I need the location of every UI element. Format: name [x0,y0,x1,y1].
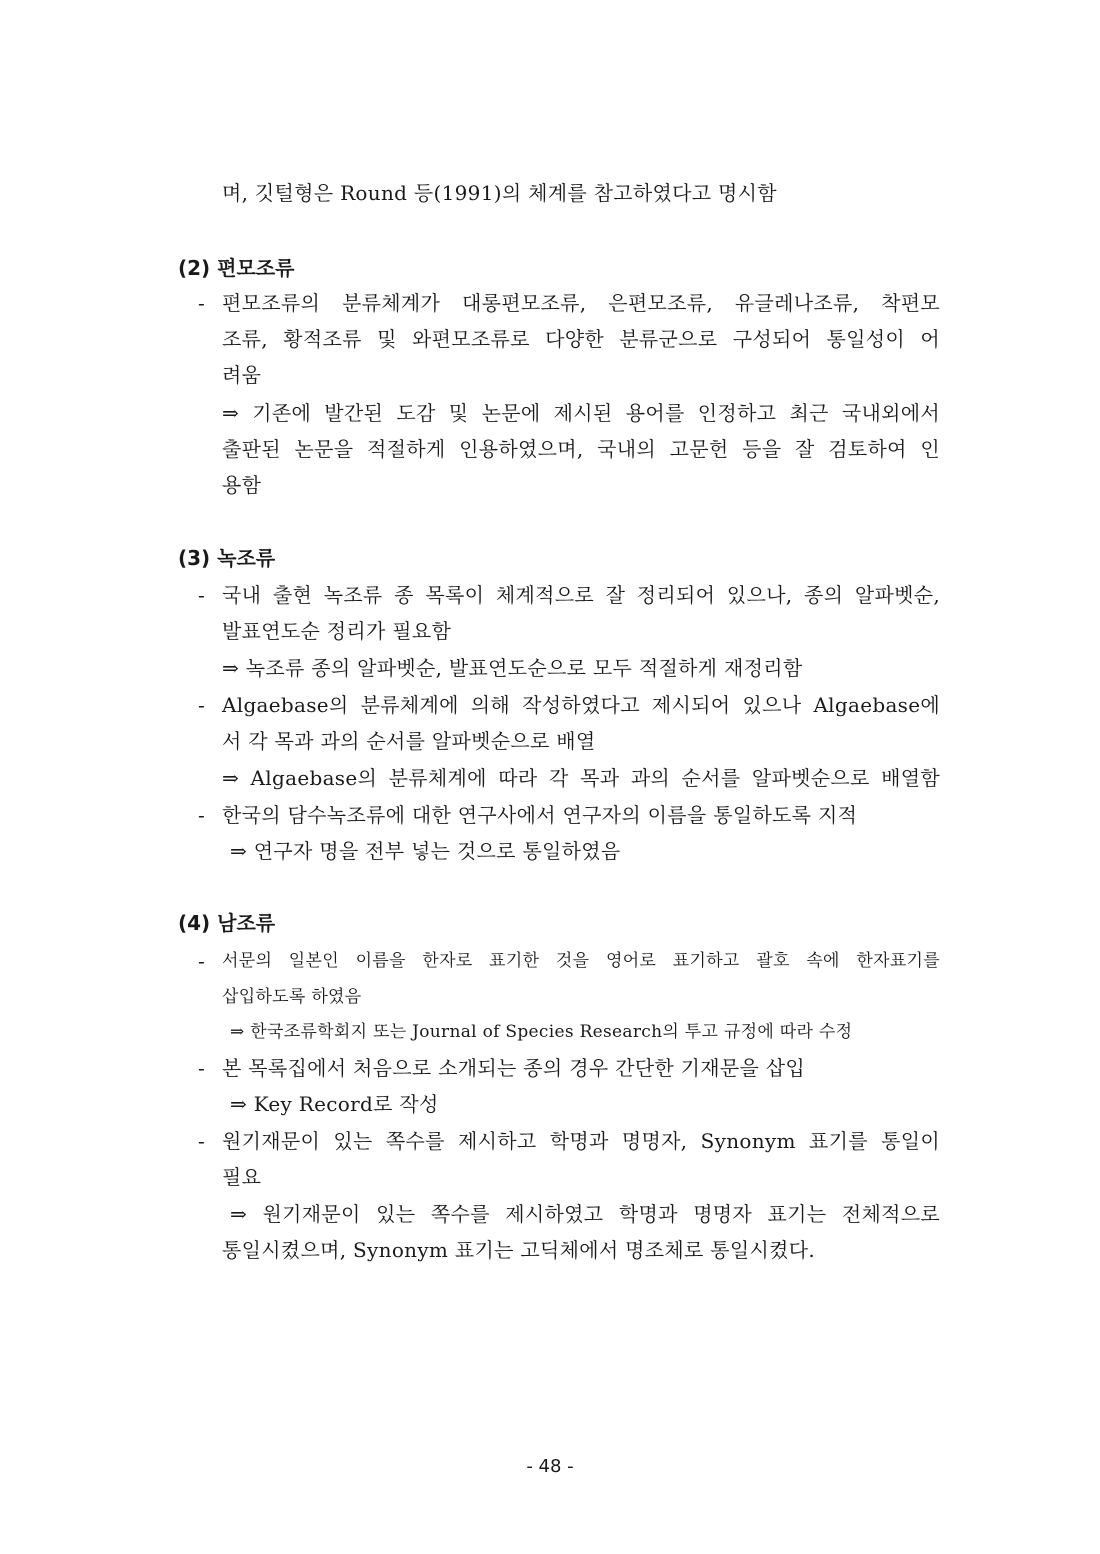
body-line-response: ⇒ 한국조류학회지 또는 Journal of Species Research의 투고 규정에 따라 수정 [230,1022,853,1042]
bullet-dash: - [198,1129,205,1153]
bullet-dash: - [198,803,205,827]
body-line: Algaebase의 분류체계에 의해 작성하였다고 제시되어 있으나 Algaebase에 [222,693,940,717]
section-heading-blue-green-algae: (4) 남조류 [178,911,276,935]
body-line-response: ⇒ 기존에 발간된 도감 및 논문에 제시된 용어를 인정하고 최근 국내외에서 [222,401,940,425]
body-line: 국내 출현 녹조류 종 목록이 체계적으로 잘 정리되어 있으나, 종의 알파벳순, [222,583,940,607]
body-line: 필요 [222,1165,262,1189]
body-line: 원기재문이 있는 쪽수를 제시하고 학명과 명명자, Synonym 표기를 통일이 [222,1129,940,1153]
body-line-response: 출판된 논문을 적절하게 인용하였으며, 국내의 고문헌 등을 잘 검토하여 인 [222,437,940,461]
bullet-dash: - [198,949,205,973]
section-heading-flagellates: (2) 편모조류 [178,256,295,280]
body-line: 편모조류의 분류체계가 대롱편모조류, 은편모조류, 유글레나조류, 착편모 [222,291,940,315]
body-line: 려움 [222,363,262,387]
page-number: - 48 - [526,1456,574,1477]
body-line-response: ⇒ 연구자 명을 전부 넣는 것으로 통일하였음 [230,839,621,863]
body-line-response: ⇒ 원기재문이 있는 쪽수를 제시하였고 학명과 명명자 표기는 전체적으로 [230,1202,940,1226]
body-line-response: ⇒ Algaebase의 분류체계에 따라 각 목과 과의 순서를 알파벳순으로 배열함 [222,766,940,790]
body-line-response: ⇒ 녹조류 종의 알파벳순, 발표연도순으로 모두 적절하게 재정리함 [222,656,803,680]
body-line-response: 용함 [222,473,262,497]
section-heading-green-algae: (3) 녹조류 [178,546,276,570]
body-line-response: ⇒ Key Record로 작성 [230,1092,439,1116]
body-line: 본 목록집에서 처음으로 소개되는 종의 경우 간단한 기재문을 삽입 [222,1056,805,1080]
bullet-dash: - [198,291,205,315]
bullet-dash: - [198,1056,205,1080]
body-line: 서문의 일본인 이름을 한자로 표기한 것을 영어로 표기하고 괄호 속에 한자표기를 [222,951,940,971]
body-line-response: 통일시켰으며, Synonym 표기는 고딕체에서 명조체로 통일시켰다. [222,1238,816,1262]
body-line: 조류, 황적조류 및 와편모조류로 다양한 분류군으로 구성되어 통일성이 어 [222,327,940,351]
bullet-dash: - [198,693,205,717]
body-line: 서 각 목과 과의 순서를 알파벳순으로 배열 [222,729,596,753]
body-line: 한국의 담수녹조류에 대한 연구사에서 연구자의 이름을 통일하도록 지적 [222,803,858,827]
body-line: 발표연도순 정리가 필요함 [222,619,452,643]
bullet-dash: - [198,583,205,607]
intro-line: 며, 깃털형은 Round 등(1991)의 체계를 참고하였다고 명시함 [222,181,777,205]
body-line: 삽입하도록 하였음 [222,987,362,1007]
